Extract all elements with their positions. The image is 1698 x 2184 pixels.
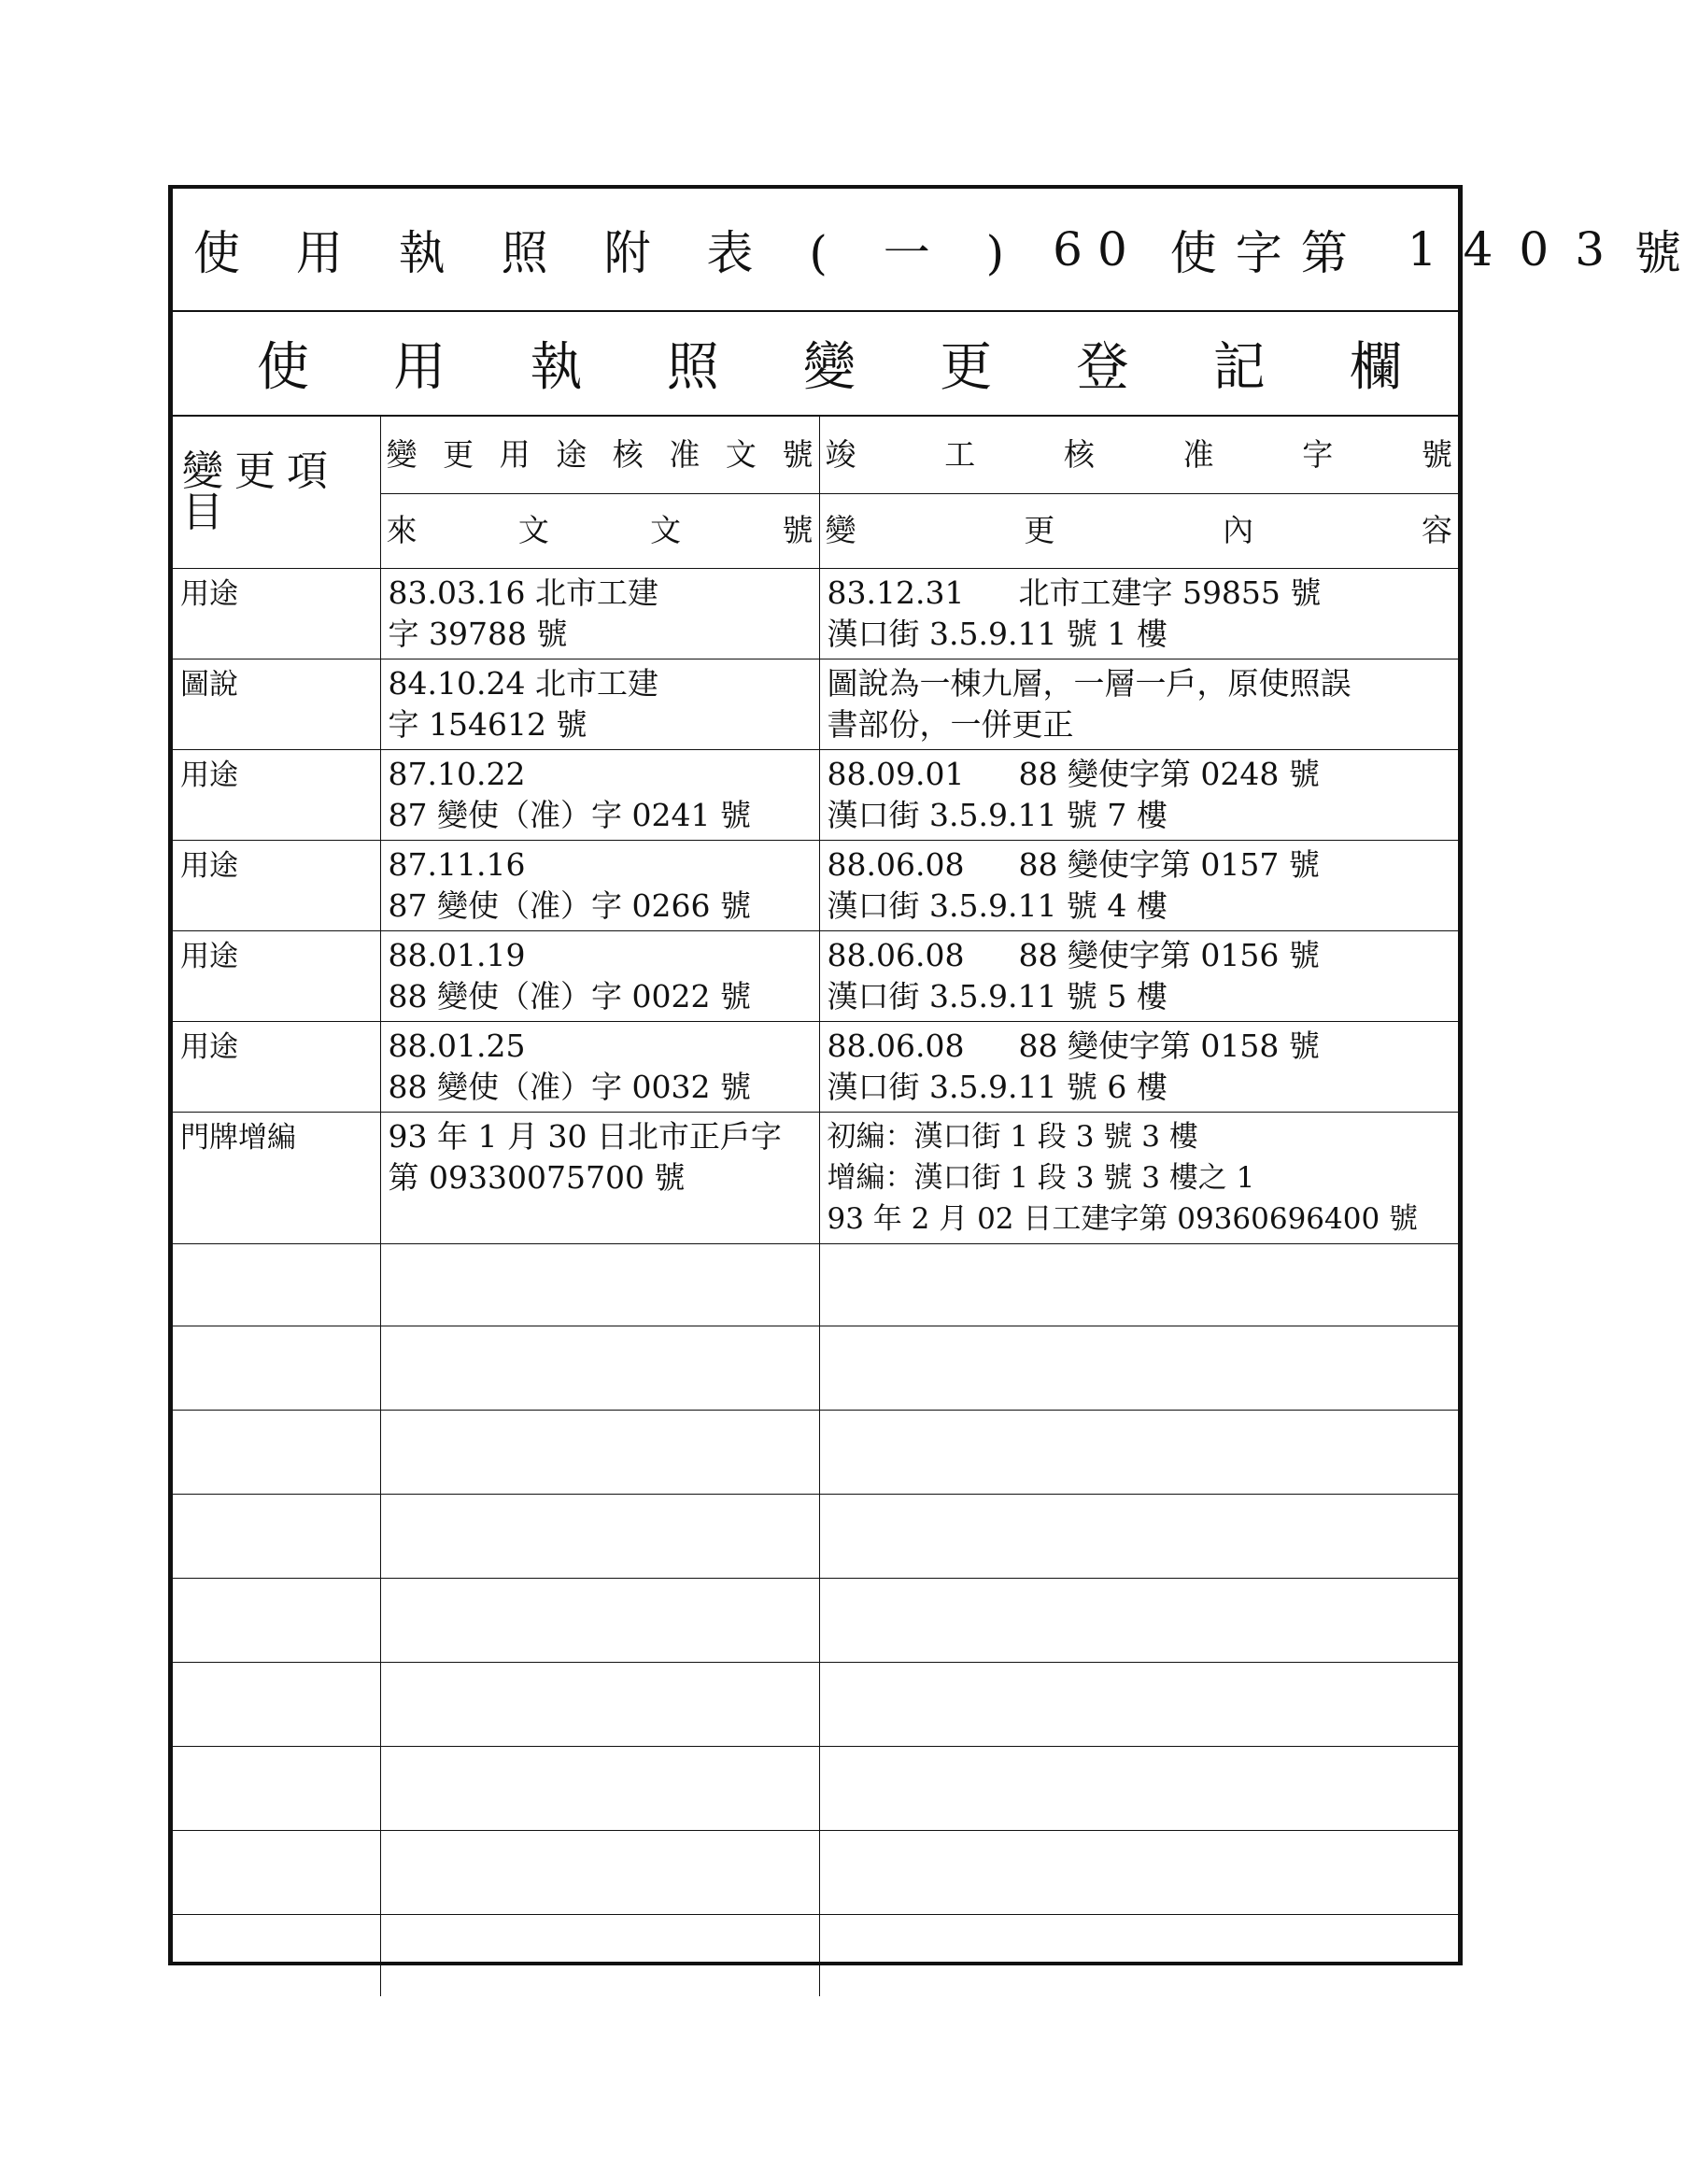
empty-cell xyxy=(819,1830,1458,1914)
header-approval-doc xyxy=(380,417,819,493)
content-line: 書部份，一併更正 xyxy=(827,705,1074,743)
content-date: 88.06.08 xyxy=(827,936,965,973)
table-row xyxy=(173,659,1458,749)
row-content xyxy=(819,1112,1458,1243)
row-doc xyxy=(380,1021,819,1112)
empty-cell xyxy=(380,1578,819,1662)
empty-cell xyxy=(819,1494,1458,1578)
row-item xyxy=(173,930,380,1021)
change-registry-table xyxy=(173,417,1458,1996)
header-completion-doc xyxy=(819,417,1458,493)
header-char: 變 xyxy=(825,512,856,548)
row-doc xyxy=(380,568,819,659)
item-label: 用途 xyxy=(180,758,238,792)
header-row-top xyxy=(173,417,1458,493)
header-char: 核 xyxy=(1063,435,1095,473)
doc-line: 83.03.16 北市工建 xyxy=(388,574,658,611)
doc-line: 87.11.16 xyxy=(388,845,526,883)
header-char: 途 xyxy=(556,435,587,473)
header-change-content xyxy=(819,493,1458,568)
empty-cell xyxy=(173,1494,380,1578)
banner-char: 登 xyxy=(1076,337,1129,398)
header-char: 工 xyxy=(944,435,976,473)
content-line xyxy=(828,1026,1451,1067)
content-ref: 88 變使字第 0156 號 xyxy=(1018,936,1320,973)
header-char: 號 xyxy=(1421,435,1452,473)
content-date: 83.12.31 xyxy=(827,574,965,611)
banner-char: 使 xyxy=(257,337,309,398)
row-content xyxy=(819,568,1458,659)
item-label: 用途 xyxy=(180,939,238,973)
row-item xyxy=(173,840,380,930)
row-item xyxy=(173,749,380,840)
license-label: 使 用 執 照 附 表 ( 一 ) xyxy=(193,226,1026,280)
empty-cell xyxy=(380,1326,819,1410)
content-line: 漢口街 3.5.9.11 號 4 樓 xyxy=(827,886,1167,924)
row-item xyxy=(173,1021,380,1112)
content-ref: 88 變使字第 0157 號 xyxy=(1018,845,1320,883)
table-row xyxy=(173,568,1458,659)
empty-cell xyxy=(819,1662,1458,1746)
header-incoming-doc xyxy=(380,493,819,568)
license-number: 1403 xyxy=(1407,222,1632,277)
content-line xyxy=(828,844,1451,886)
empty-cell xyxy=(819,1578,1458,1662)
empty-cell xyxy=(819,1326,1458,1410)
doc-line: 88.01.25 xyxy=(388,1027,526,1064)
table-row xyxy=(173,930,1458,1021)
empty-cell xyxy=(380,1494,819,1578)
row-item xyxy=(173,568,380,659)
banner-char: 記 xyxy=(1212,337,1266,398)
header-char: 變 xyxy=(386,435,417,473)
row-doc xyxy=(380,659,819,749)
header-char: 文 xyxy=(725,435,757,473)
header-char: 號 xyxy=(782,512,814,548)
content-ref: 88 變使字第 0248 號 xyxy=(1018,755,1320,792)
empty-cell xyxy=(173,1243,380,1326)
empty-cell xyxy=(173,1914,380,1996)
doc-line: 87 變使（准）字 0266 號 xyxy=(388,886,751,924)
content-ref: 圖說為一棟九層，一層一戶，原使照誤 xyxy=(827,664,1351,702)
table-row xyxy=(173,1112,1458,1243)
item-label: 圖說 xyxy=(180,667,238,702)
header-char: 更 xyxy=(443,435,474,473)
header-char: 用 xyxy=(499,435,531,473)
content-date: 88.09.01 xyxy=(827,755,965,792)
empty-cell xyxy=(173,1830,380,1914)
empty-row xyxy=(173,1830,1458,1914)
item-label: 用途 xyxy=(180,848,238,883)
header-char: 准 xyxy=(669,435,700,473)
header-char: 字 xyxy=(1302,435,1334,473)
empty-row xyxy=(173,1243,1458,1326)
row-item xyxy=(173,1112,380,1243)
empty-cell xyxy=(380,1662,819,1746)
doc-line: 93 年 1 月 30 日北市正戶字 xyxy=(388,1117,782,1155)
empty-cell xyxy=(173,1578,380,1662)
content-line: 漢口街 3.5.9.11 號 1 樓 xyxy=(827,615,1167,652)
table-row xyxy=(173,840,1458,930)
banner-char: 用 xyxy=(393,337,446,398)
content-line: 93 年 2 月 02 日工建字第 09360696400 號 xyxy=(827,1201,1419,1236)
item-label: 用途 xyxy=(180,576,238,611)
row-doc xyxy=(380,930,819,1021)
content-line: 漢口街 3.5.9.11 號 6 樓 xyxy=(827,1068,1167,1105)
doc-line: 第 09330075700 號 xyxy=(388,1158,686,1196)
empty-row xyxy=(173,1578,1458,1662)
empty-row xyxy=(173,1914,1458,1996)
empty-cell xyxy=(380,1746,819,1830)
content-ref: 北市工建字 59855 號 xyxy=(1018,574,1322,611)
content-line: 漢口街 3.5.9.11 號 7 樓 xyxy=(827,796,1167,833)
header-char: 號 xyxy=(782,435,814,473)
header-change-item: 變更項目 xyxy=(173,417,380,568)
header-char: 核 xyxy=(612,435,644,473)
doc-line: 87.10.22 xyxy=(388,755,526,792)
content-date: 88.06.08 xyxy=(827,1027,965,1064)
section-banner xyxy=(173,312,1458,417)
header-char: 內 xyxy=(1223,512,1254,548)
header-char: 來 xyxy=(386,512,417,548)
content-ref: 88 變使字第 0158 號 xyxy=(1018,1027,1320,1064)
header-char: 容 xyxy=(1421,512,1452,548)
license-title xyxy=(173,189,1698,312)
header-char: 更 xyxy=(1024,512,1055,548)
row-item xyxy=(173,659,380,749)
empty-row xyxy=(173,1662,1458,1746)
empty-row xyxy=(173,1494,1458,1578)
row-content xyxy=(819,659,1458,749)
empty-row xyxy=(173,1746,1458,1830)
content-line: 漢口街 3.5.9.11 號 5 樓 xyxy=(827,977,1167,1014)
banner-char: 變 xyxy=(803,337,856,398)
empty-cell xyxy=(380,1914,819,1996)
doc-line: 88 變使（准）字 0032 號 xyxy=(388,1068,751,1105)
empty-cell xyxy=(380,1243,819,1326)
banner-char: 照 xyxy=(666,337,719,398)
empty-cell xyxy=(819,1243,1458,1326)
row-doc xyxy=(380,749,819,840)
row-content xyxy=(819,840,1458,930)
table-row xyxy=(173,1021,1458,1112)
content-line: 增編：漢口街 1 段 3 號 3 樓之 1 xyxy=(827,1160,1255,1195)
row-doc xyxy=(380,840,819,930)
item-label: 用途 xyxy=(180,1029,238,1064)
empty-cell xyxy=(819,1410,1458,1494)
banner-char: 執 xyxy=(530,337,583,398)
doc-line: 87 變使（准）字 0241 號 xyxy=(388,796,751,833)
empty-cell xyxy=(173,1410,380,1494)
banner-char: 欄 xyxy=(1350,337,1402,398)
doc-line: 字 154612 號 xyxy=(388,705,587,743)
empty-cell xyxy=(380,1410,819,1494)
item-label: 門牌增編 xyxy=(180,1120,296,1155)
license-suffix: 號 xyxy=(1634,226,1698,280)
doc-line: 字 39788 號 xyxy=(388,615,568,652)
row-content xyxy=(819,930,1458,1021)
empty-row xyxy=(173,1326,1458,1410)
empty-cell xyxy=(173,1746,380,1830)
content-line xyxy=(828,935,1451,976)
header-char: 文 xyxy=(650,512,682,548)
empty-cell xyxy=(819,1914,1458,1996)
header-char: 竣 xyxy=(825,435,856,473)
empty-cell xyxy=(380,1830,819,1914)
row-content xyxy=(819,749,1458,840)
license-sheet xyxy=(168,185,1698,1965)
content-ref: 初編：漢口街 1 段 3 號 3 樓 xyxy=(827,1119,1198,1154)
content-line xyxy=(828,573,1451,614)
doc-line: 84.10.24 北市工建 xyxy=(388,664,658,702)
license-year: 60 xyxy=(1053,222,1142,277)
empty-cell xyxy=(819,1746,1458,1830)
doc-line: 88.01.19 xyxy=(388,936,526,973)
row-content xyxy=(819,1021,1458,1112)
content-line xyxy=(828,754,1451,795)
header-char: 文 xyxy=(517,512,549,548)
banner-char: 更 xyxy=(940,337,993,398)
row-doc xyxy=(380,1112,819,1243)
table-row xyxy=(173,749,1458,840)
license-prefix: 使字第 xyxy=(1169,226,1366,280)
empty-cell xyxy=(173,1326,380,1410)
header-char: 准 xyxy=(1182,435,1214,473)
empty-row xyxy=(173,1410,1458,1494)
doc-line: 88 變使（准）字 0022 號 xyxy=(388,977,751,1014)
empty-cell xyxy=(173,1662,380,1746)
content-date: 88.06.08 xyxy=(827,845,965,883)
